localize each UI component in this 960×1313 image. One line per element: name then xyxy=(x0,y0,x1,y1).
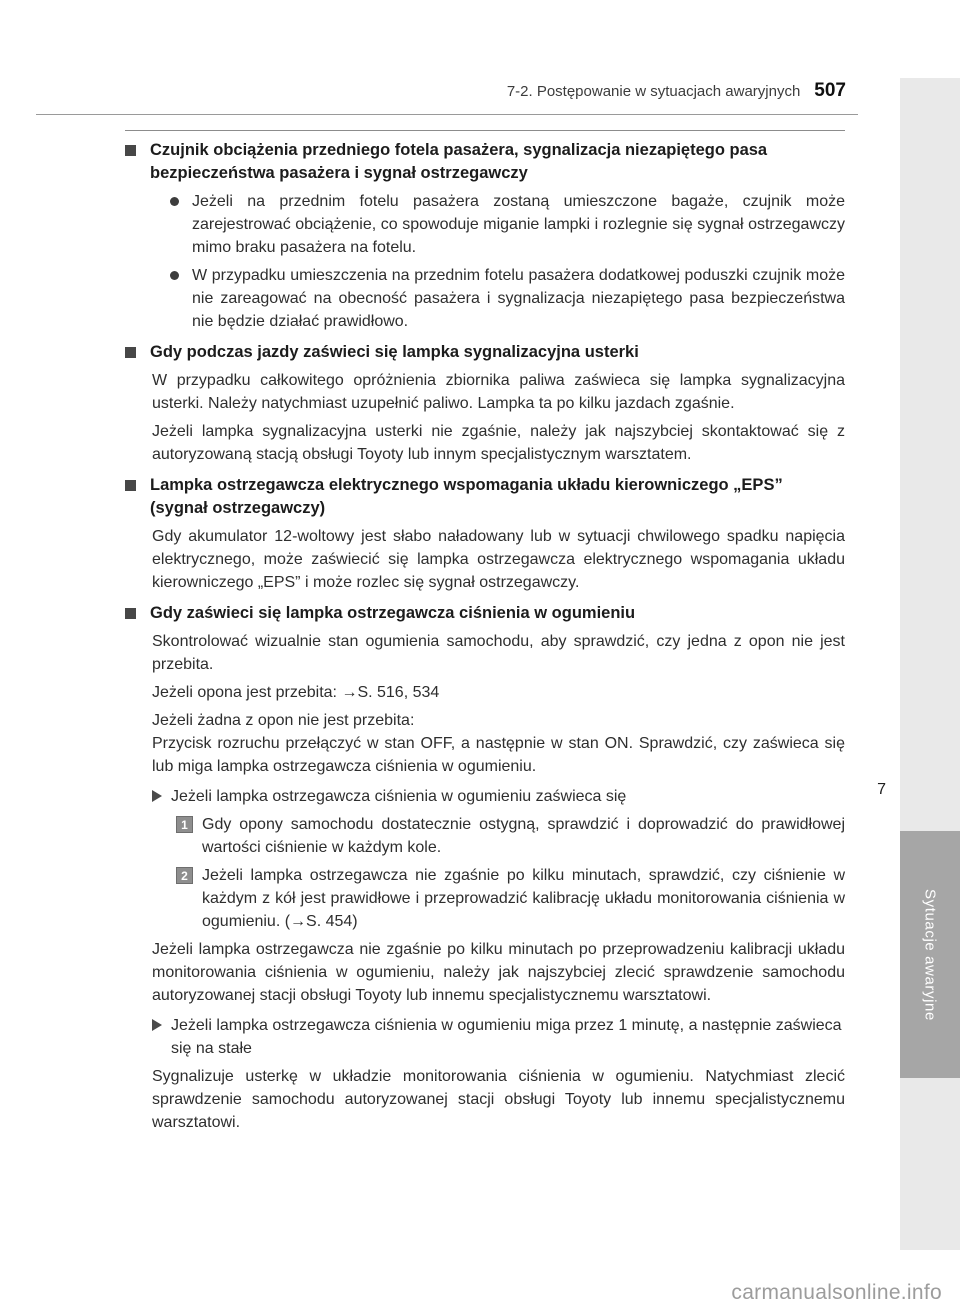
square-bullet-icon xyxy=(125,480,136,491)
square-bullet-icon xyxy=(125,145,136,156)
section-heading-passenger-sensor xyxy=(125,139,845,185)
paragraph: W przypadku całkowitego opróżnienia zbiornika paliwa zaświeca się lampka sygnalizacyjna usterki. Należy natychmiast uzupełnić paliwo. Lampka ta po kilku jazdach zgaśnie. xyxy=(152,372,845,412)
square-bullet-icon xyxy=(125,608,136,619)
breadcrumb: 7-2. Postępowanie w sytuacjach awaryjnych xyxy=(506,83,801,100)
section-divider xyxy=(125,130,845,131)
arrow-item xyxy=(152,785,845,808)
page-number: 507 xyxy=(814,80,846,101)
square-bullet-icon xyxy=(125,347,136,358)
section-heading-tire-pressure-lamp xyxy=(125,602,845,625)
paragraph-line: Jeżeli żadna z opon nie jest przebita: xyxy=(152,712,415,729)
bullet-text: Jeżeli na przednim fotelu pasażera zostaną umieszczone bagaże, czujnik może zarejestrować obciążenie, co spowoduje miganie lampki i rozlegnie się sygnał ostrzegawczy mimo braku pasażera na fotelu. xyxy=(192,193,845,256)
section-heading-text: Gdy zaświeci się lampka ostrzegawcza ciśnienia w ogumieniu xyxy=(150,604,636,622)
arrow-item-text: Jeżeli lampka ostrzegawcza ciśnienia w ogumieniu miga przez 1 minutę, a następnie zaświeca się na stałe xyxy=(171,1017,842,1057)
section-heading-malfunction-lamp xyxy=(125,341,845,364)
triangle-arrow-icon xyxy=(152,790,162,802)
paragraph: Gdy akumulator 12-woltowy jest słabo naładowany lub w sytuacji chwilowego spadku napięcia elektrycznego, może zaświecić się lampka ostrzegawcza elektrycznego wspomagania układu kierowniczego „EPS” i może rozlec się sygnał ostrzegawczy. xyxy=(152,528,845,591)
chapter-tab-label: Sytuacje awaryjne xyxy=(921,888,939,1021)
header-divider xyxy=(36,114,858,115)
arrow-item xyxy=(152,1014,845,1060)
section-heading-text: Gdy podczas jazdy zaświeci się lampka sygnalizacyjna usterki xyxy=(150,343,639,361)
step-number-badge: 1 xyxy=(176,816,193,833)
page-header xyxy=(0,80,846,102)
circle-bullet-icon xyxy=(170,271,179,280)
section-heading-text: Lampka ostrzegawcza elektrycznego wspomagania układu kierowniczego „EPS” (sygnał ostrzegawczy) xyxy=(150,476,783,517)
step-text: Jeżeli lampka ostrzegawcza nie zgaśnie po kilku minutach, sprawdzić, czy ciśnienie w każdym z kół jest prawidłowe i przeprowadzić kalibrację układu monitorowania ciśnienia w ogumieniu. (→S. 454) xyxy=(202,867,845,930)
bullet-text: W przypadku umieszczenia na przednim fotelu pasażera dodatkowej poduszki czujnik może nie zareagować na obecność pasażera i sygnalizacja niezapiętego pasa bezpieczeństwa nie będzie działać prawidłowo. xyxy=(192,267,845,330)
chapter-tab xyxy=(900,831,960,1078)
step-text: Gdy opony samochodu dostatecznie ostygną, sprawdzić i doprowadzić do prawidłowej wartości ciśnienie w każdym kole. xyxy=(202,816,845,856)
step-number-badge: 2 xyxy=(176,867,193,884)
bullet-item xyxy=(170,264,845,333)
watermark: carmanualsonline.info xyxy=(731,1281,942,1304)
section-heading-eps-lamp xyxy=(125,474,845,520)
paragraph-reference: Jeżeli opona jest przebita: →S. 516, 534 xyxy=(152,684,440,701)
arrow-item-text: Jeżeli lampka ostrzegawcza ciśnienia w ogumieniu zaświeca się xyxy=(171,788,627,805)
step-item xyxy=(176,813,845,859)
circle-bullet-icon xyxy=(170,197,179,206)
paragraph-line: Przycisk rozruchu przełączyć w stan OFF, a następnie w stan ON. Sprawdzić, czy zaświeca się lub miga lampka ostrzegawcza ciśnienia w ogumieniu. xyxy=(152,735,845,775)
paragraph xyxy=(152,709,845,778)
triangle-arrow-icon xyxy=(152,1019,162,1031)
sidebar-rail xyxy=(900,78,960,1250)
paragraph: Skontrolować wizualnie stan ogumienia samochodu, aby sprawdzić, czy jedna z opon nie jest przebita. xyxy=(152,633,845,673)
chapter-number: 7 xyxy=(877,781,886,798)
paragraph: Sygnalizuje usterkę w układzie monitorowania ciśnienia w ogumieniu. Natychmiast zlecić sprawdzenie samochodu autoryzowanej stacji obsługi Toyoty lub innemu specjalistycznemu warsztatowi. xyxy=(152,1068,845,1131)
bullet-item xyxy=(170,190,845,259)
paragraph: Jeżeli lampka sygnalizacyjna usterki nie zgaśnie, należy jak najszybciej skontaktować się z autoryzowaną stacją obsługi Toyoty lub innym specjalistycznym warsztatem. xyxy=(152,423,845,463)
step-item xyxy=(176,864,845,933)
content-column xyxy=(125,130,845,1139)
section-heading-text: Czujnik obciążenia przedniego fotela pasażera, sygnalizacja niezapiętego pasa bezpieczeństwa pasażera i sygnał ostrzegawczy xyxy=(150,141,768,182)
paragraph: Jeżeli lampka ostrzegawcza nie zgaśnie po kilku minutach po przeprowadzeniu kalibracji układu monitorowania ciśnienia w ogumieniu, należy jak najszybciej zlecić sprawdzenie samochodu autoryzowanej stacji obsługi Toyoty lub innemu specjalistycznemu warsztatowi. xyxy=(152,941,845,1004)
